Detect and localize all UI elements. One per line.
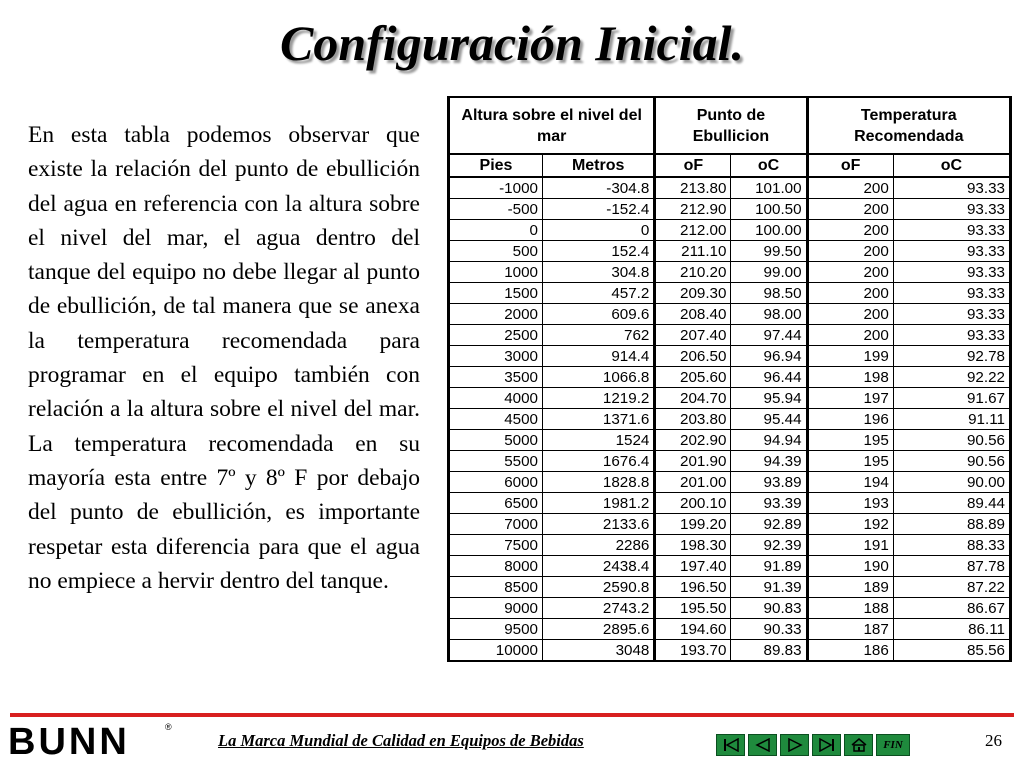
cell-recommended-c: 90.00 xyxy=(893,472,1010,493)
next-icon xyxy=(786,738,804,752)
cell-meters: -304.8 xyxy=(542,177,654,199)
end-presentation-button[interactable]: FIN xyxy=(876,734,910,756)
cell-boiling-c: 100.00 xyxy=(731,220,807,241)
cell-recommended-f: 200 xyxy=(807,262,893,283)
column-header-boiling-f: oF xyxy=(655,154,731,177)
cell-recommended-c: 90.56 xyxy=(893,430,1010,451)
table-row xyxy=(449,451,1011,472)
group-header-boiling-point: Punto de Ebullicion xyxy=(655,97,807,154)
cell-boiling-f: 195.50 xyxy=(655,598,731,619)
column-header-recommended-f: oF xyxy=(807,154,893,177)
cell-meters: 2133.6 xyxy=(542,514,654,535)
cell-recommended-c: 90.56 xyxy=(893,451,1010,472)
cell-feet: -500 xyxy=(449,199,543,220)
cell-boiling-f: 213.80 xyxy=(655,177,731,199)
cell-feet: 9500 xyxy=(449,619,543,640)
cell-boiling-f: 205.60 xyxy=(655,367,731,388)
cell-boiling-f: 198.30 xyxy=(655,535,731,556)
cell-boiling-c: 100.50 xyxy=(731,199,807,220)
next-slide-button[interactable] xyxy=(780,734,809,756)
cell-boiling-c: 89.83 xyxy=(731,640,807,662)
cell-boiling-f: 204.70 xyxy=(655,388,731,409)
table-row xyxy=(449,283,1011,304)
cell-meters: 457.2 xyxy=(542,283,654,304)
cell-boiling-c: 96.44 xyxy=(731,367,807,388)
cell-recommended-f: 200 xyxy=(807,325,893,346)
cell-feet: 2500 xyxy=(449,325,543,346)
cell-meters: 1524 xyxy=(542,430,654,451)
cell-recommended-f: 200 xyxy=(807,199,893,220)
group-header-recommended-temp: Temperatura Recomendada xyxy=(807,97,1010,154)
column-header-feet: Pies xyxy=(449,154,543,177)
table-row xyxy=(449,220,1011,241)
cell-boiling-f: 210.20 xyxy=(655,262,731,283)
table-group-header-row xyxy=(449,97,1011,154)
cell-feet: 3000 xyxy=(449,346,543,367)
table-row xyxy=(449,199,1011,220)
cell-boiling-f: 208.40 xyxy=(655,304,731,325)
first-slide-button[interactable] xyxy=(716,734,745,756)
cell-meters: 1828.8 xyxy=(542,472,654,493)
cell-recommended-c: 93.33 xyxy=(893,262,1010,283)
cell-boiling-f: 193.70 xyxy=(655,640,731,662)
cell-recommended-c: 86.67 xyxy=(893,598,1010,619)
cell-feet: 1500 xyxy=(449,283,543,304)
cell-recommended-f: 191 xyxy=(807,535,893,556)
cell-recommended-f: 192 xyxy=(807,514,893,535)
table-column-header-row xyxy=(449,154,1011,177)
cell-meters: 0 xyxy=(542,220,654,241)
cell-feet: 4500 xyxy=(449,409,543,430)
slide-title: Configuración Inicial. xyxy=(280,15,744,71)
cell-boiling-c: 98.50 xyxy=(731,283,807,304)
cell-boiling-f: 203.80 xyxy=(655,409,731,430)
cell-boiling-f: 201.00 xyxy=(655,472,731,493)
table-row xyxy=(449,409,1011,430)
cell-recommended-f: 199 xyxy=(807,346,893,367)
cell-meters: 1981.2 xyxy=(542,493,654,514)
cell-recommended-c: 93.33 xyxy=(893,199,1010,220)
first-icon xyxy=(722,738,740,752)
cell-recommended-c: 92.78 xyxy=(893,346,1010,367)
table-row xyxy=(449,388,1011,409)
table-row xyxy=(449,241,1011,262)
cell-boiling-f: 212.90 xyxy=(655,199,731,220)
cell-meters: 1219.2 xyxy=(542,388,654,409)
table-row xyxy=(449,325,1011,346)
cell-feet: 7000 xyxy=(449,514,543,535)
cell-boiling-c: 93.89 xyxy=(731,472,807,493)
table-body xyxy=(449,177,1011,661)
cell-meters: 2286 xyxy=(542,535,654,556)
cell-feet: 3500 xyxy=(449,367,543,388)
table-row xyxy=(449,640,1011,662)
cell-boiling-f: 200.10 xyxy=(655,493,731,514)
cell-recommended-f: 200 xyxy=(807,220,893,241)
cell-boiling-c: 95.94 xyxy=(731,388,807,409)
cell-feet: 9000 xyxy=(449,598,543,619)
table-row xyxy=(449,535,1011,556)
cell-boiling-f: 201.90 xyxy=(655,451,731,472)
cell-boiling-c: 99.50 xyxy=(731,241,807,262)
cell-recommended-c: 93.33 xyxy=(893,283,1010,304)
cell-boiling-c: 90.83 xyxy=(731,598,807,619)
cell-feet: 8500 xyxy=(449,577,543,598)
cell-meters: 2438.4 xyxy=(542,556,654,577)
cell-meters: 2743.2 xyxy=(542,598,654,619)
table-row xyxy=(449,304,1011,325)
previous-icon xyxy=(754,738,772,752)
cell-meters: 304.8 xyxy=(542,262,654,283)
cell-meters: 762 xyxy=(542,325,654,346)
cell-meters: 2590.8 xyxy=(542,577,654,598)
cell-feet: 7500 xyxy=(449,535,543,556)
cell-feet: -1000 xyxy=(449,177,543,199)
cell-feet: 6500 xyxy=(449,493,543,514)
cell-boiling-f: 207.40 xyxy=(655,325,731,346)
cell-meters: 914.4 xyxy=(542,346,654,367)
cell-feet: 5500 xyxy=(449,451,543,472)
cell-boiling-c: 91.39 xyxy=(731,577,807,598)
page-number: 26 xyxy=(985,731,1002,750)
cell-recommended-c: 86.11 xyxy=(893,619,1010,640)
table-row xyxy=(449,472,1011,493)
cell-recommended-f: 200 xyxy=(807,283,893,304)
cell-boiling-c: 94.39 xyxy=(731,451,807,472)
cell-recommended-f: 200 xyxy=(807,304,893,325)
cell-boiling-c: 92.39 xyxy=(731,535,807,556)
last-icon xyxy=(818,738,836,752)
cell-boiling-f: 194.60 xyxy=(655,619,731,640)
table-row xyxy=(449,619,1011,640)
cell-recommended-f: 195 xyxy=(807,430,893,451)
cell-recommended-c: 93.33 xyxy=(893,325,1010,346)
cell-recommended-c: 92.22 xyxy=(893,367,1010,388)
column-header-boiling-c: oC xyxy=(731,154,807,177)
table-row xyxy=(449,514,1011,535)
cell-boiling-f: 197.40 xyxy=(655,556,731,577)
table-row xyxy=(449,493,1011,514)
cell-recommended-f: 187 xyxy=(807,619,893,640)
table-row xyxy=(449,577,1011,598)
cell-boiling-f: 211.10 xyxy=(655,241,731,262)
cell-recommended-f: 194 xyxy=(807,472,893,493)
column-header-recommended-c: oC xyxy=(893,154,1010,177)
previous-slide-button[interactable] xyxy=(748,734,777,756)
cell-feet: 4000 xyxy=(449,388,543,409)
last-slide-button[interactable] xyxy=(812,734,841,756)
cell-recommended-c: 91.67 xyxy=(893,388,1010,409)
cell-recommended-f: 189 xyxy=(807,577,893,598)
footer-divider xyxy=(10,713,1014,717)
column-header-meters: Metros xyxy=(542,154,654,177)
table-row xyxy=(449,262,1011,283)
home-icon xyxy=(850,738,868,752)
cell-recommended-f: 200 xyxy=(807,177,893,199)
cell-recommended-c: 85.56 xyxy=(893,640,1010,662)
cell-recommended-c: 93.33 xyxy=(893,220,1010,241)
cell-meters: 1066.8 xyxy=(542,367,654,388)
cell-recommended-c: 88.89 xyxy=(893,514,1010,535)
cell-feet: 0 xyxy=(449,220,543,241)
cell-boiling-c: 99.00 xyxy=(731,262,807,283)
cell-recommended-c: 89.44 xyxy=(893,493,1010,514)
table-row xyxy=(449,430,1011,451)
cell-recommended-c: 93.33 xyxy=(893,304,1010,325)
cell-feet: 10000 xyxy=(449,640,543,662)
boiling-point-table xyxy=(447,96,1012,662)
cell-meters: 1676.4 xyxy=(542,451,654,472)
cell-recommended-f: 195 xyxy=(807,451,893,472)
cell-recommended-f: 188 xyxy=(807,598,893,619)
cell-recommended-c: 87.78 xyxy=(893,556,1010,577)
cell-boiling-c: 97.44 xyxy=(731,325,807,346)
cell-boiling-c: 95.44 xyxy=(731,409,807,430)
registered-mark: ® xyxy=(165,722,172,732)
cell-recommended-c: 87.22 xyxy=(893,577,1010,598)
cell-feet: 500 xyxy=(449,241,543,262)
cell-recommended-f: 190 xyxy=(807,556,893,577)
cell-meters: 3048 xyxy=(542,640,654,662)
cell-recommended-f: 197 xyxy=(807,388,893,409)
cell-feet: 8000 xyxy=(449,556,543,577)
cell-meters: 2895.6 xyxy=(542,619,654,640)
cell-meters: -152.4 xyxy=(542,199,654,220)
cell-boiling-c: 90.33 xyxy=(731,619,807,640)
cell-boiling-f: 206.50 xyxy=(655,346,731,367)
cell-recommended-f: 200 xyxy=(807,241,893,262)
cell-recommended-f: 198 xyxy=(807,367,893,388)
table-row xyxy=(449,598,1011,619)
table-row xyxy=(449,367,1011,388)
cell-meters: 609.6 xyxy=(542,304,654,325)
cell-boiling-c: 91.89 xyxy=(731,556,807,577)
cell-feet: 6000 xyxy=(449,472,543,493)
bunn-logo: BUNN xyxy=(8,721,130,763)
cell-recommended-f: 196 xyxy=(807,409,893,430)
footer-slogan: La Marca Mundial de Calidad en Equipos de Bebidas xyxy=(218,731,584,750)
cell-boiling-c: 94.94 xyxy=(731,430,807,451)
cell-meters: 1371.6 xyxy=(542,409,654,430)
cell-boiling-c: 92.89 xyxy=(731,514,807,535)
cell-recommended-c: 93.33 xyxy=(893,241,1010,262)
slide-navigation xyxy=(716,734,910,756)
cell-recommended-f: 193 xyxy=(807,493,893,514)
cell-boiling-f: 212.00 xyxy=(655,220,731,241)
cell-meters: 152.4 xyxy=(542,241,654,262)
table-row xyxy=(449,177,1011,199)
cell-boiling-c: 96.94 xyxy=(731,346,807,367)
cell-recommended-c: 93.33 xyxy=(893,177,1010,199)
cell-boiling-c: 93.39 xyxy=(731,493,807,514)
cell-feet: 5000 xyxy=(449,430,543,451)
cell-recommended-f: 186 xyxy=(807,640,893,662)
table-row xyxy=(449,556,1011,577)
table-row xyxy=(449,346,1011,367)
home-button[interactable] xyxy=(844,734,873,756)
cell-boiling-f: 196.50 xyxy=(655,577,731,598)
cell-recommended-c: 91.11 xyxy=(893,409,1010,430)
cell-boiling-f: 199.20 xyxy=(655,514,731,535)
cell-feet: 2000 xyxy=(449,304,543,325)
slide-body-text: En esta tabla podemos observar que existe la relación del punto de ebullición del agua en referencia con la altura sobre el nivel del mar, el agua dentro del tanque del equipo no debe llegar al punto de ebullición, de tal manera que se anexa la temperatura recomendada para programar en el equipo también con relación a la altura sobre el nivel del mar. La temperatura recomendada en su mayoría esta entre 7º y 8º F por debajo del punto de ebullición, es importante respetar esta diferencia para que el agua no empiece a hervir dentro del tanque. xyxy=(28,122,420,594)
group-header-altitude: Altura sobre el nivel del mar xyxy=(449,97,655,154)
cell-feet: 1000 xyxy=(449,262,543,283)
cell-boiling-c: 98.00 xyxy=(731,304,807,325)
cell-boiling-f: 209.30 xyxy=(655,283,731,304)
cell-boiling-f: 202.90 xyxy=(655,430,731,451)
cell-recommended-c: 88.33 xyxy=(893,535,1010,556)
cell-boiling-c: 101.00 xyxy=(731,177,807,199)
